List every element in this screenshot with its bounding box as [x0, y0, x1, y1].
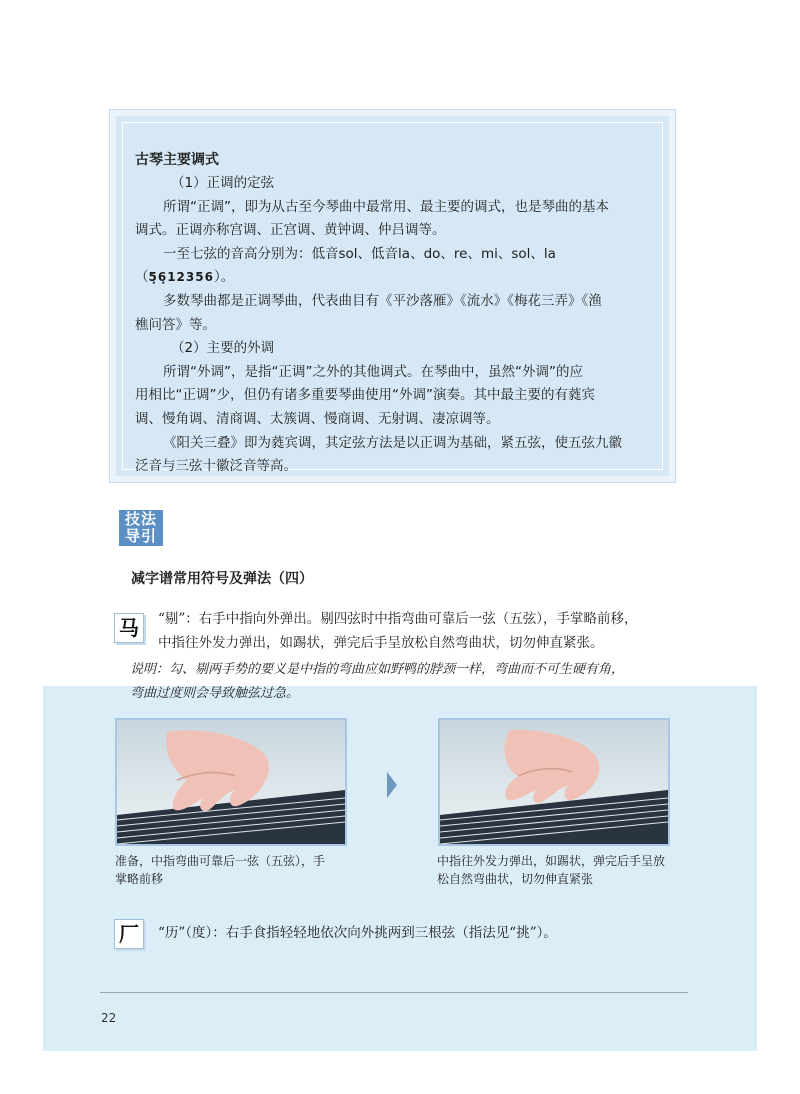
pitch-text: 一至七弦的音高分别为：低音sol、低音la、do、re、mi、sol、la（ [135, 245, 556, 286]
item1-note-line2: 弯曲过度则会导致触弦过急。 [130, 686, 300, 701]
info-paragraph-line: 多数琴曲都是正调琴曲，代表曲目有《平沙落雁》《流水》《梅花三弄》《渔 [163, 292, 602, 309]
info-paragraph-line: 调式。正调亦称宫调、正宫调、黄钟调、仲吕调等。 [135, 222, 446, 239]
page-number: 22 [101, 1011, 117, 1025]
info-box-content [122, 122, 663, 475]
item1-text-line2: 中指往外发力弹出，如踢状，弹完后手呈放松自然弯曲状，切勿伸直紧张。 [158, 635, 604, 651]
caption-right-line2: 松自然弯曲状，切勿伸直紧张 [437, 872, 594, 886]
badge-line-2: 导引 [124, 527, 157, 545]
item1-note-line1: 说明：勾、剔两手势的要义是中指的弯曲应如野鸭的脖颈一样，弯曲而不可生硬有角， [130, 662, 625, 677]
caption-left-line2: 掌略前移 [115, 872, 164, 886]
caption-left-line1: 准备，中指弯曲可靠后一弦（五弦），手 [115, 854, 326, 868]
item1-text-line1: “剔”：右手中指向外弹出。剔四弦时中指弯曲可靠后一弦（五弦），手掌略前移， [158, 611, 638, 627]
info-paragraph-line: 《阳关三叠》即为蕤宾调，其定弦方法是以正调为基础，紧五弦，使五弦九徽 [163, 434, 622, 451]
info-subheading-2: （2）主要的外调 [171, 340, 275, 357]
info-paragraph-line: 泛音与三弦十徽泛音等高。 [135, 458, 297, 475]
symbol-ti-box: 马 [114, 613, 144, 643]
section-title: 减字谱常用符号及弹法（四） [131, 571, 313, 587]
info-title: 古琴主要调式 [135, 152, 219, 168]
info-box [110, 110, 675, 482]
info-subheading-1: （1）正调的定弦 [171, 175, 275, 191]
technique-badge [119, 510, 163, 546]
pitch-notation: 5̣6̣12356 [148, 270, 214, 285]
info-paragraph-line: 所谓“外调”，是指“正调”之外的其他调式。在琴曲中，虽然“外调”的应 [163, 363, 583, 380]
info-paragraph-line: 用相比“正调”少，但仍有诸多重要琴曲使用“外调”演奏。其中最主要的有蕤宾 [135, 387, 595, 404]
badge-line-1: 技法 [124, 510, 157, 528]
hand-photo-pluck [438, 718, 670, 846]
hand-photo-prepare [115, 718, 347, 846]
info-paragraph-line: 所谓“正调”，即为从古至今琴曲中最常用、最主要的调式，也是琴曲的基本 [163, 198, 609, 215]
info-paragraph-line [135, 243, 652, 290]
info-paragraph-line: 调、慢角调、清商调、太簇调、慢商调、无射调、凄凉调等。 [135, 410, 500, 427]
next-step-arrow-icon [387, 772, 397, 798]
pitch-text-end: ）。 [213, 269, 235, 286]
info-paragraph-line: 樵问答》等。 [135, 316, 216, 333]
caption-right-line1: 中指往外发力弹出，如踢状，弹完后手呈放 [437, 854, 666, 868]
footer-divider [100, 992, 688, 993]
symbol-li-box: 厂 [114, 919, 144, 949]
item2-text-line1: “历”（度）：右手食指轻轻地依次向外挑两到三根弦（指法见“挑”）。 [158, 925, 557, 941]
